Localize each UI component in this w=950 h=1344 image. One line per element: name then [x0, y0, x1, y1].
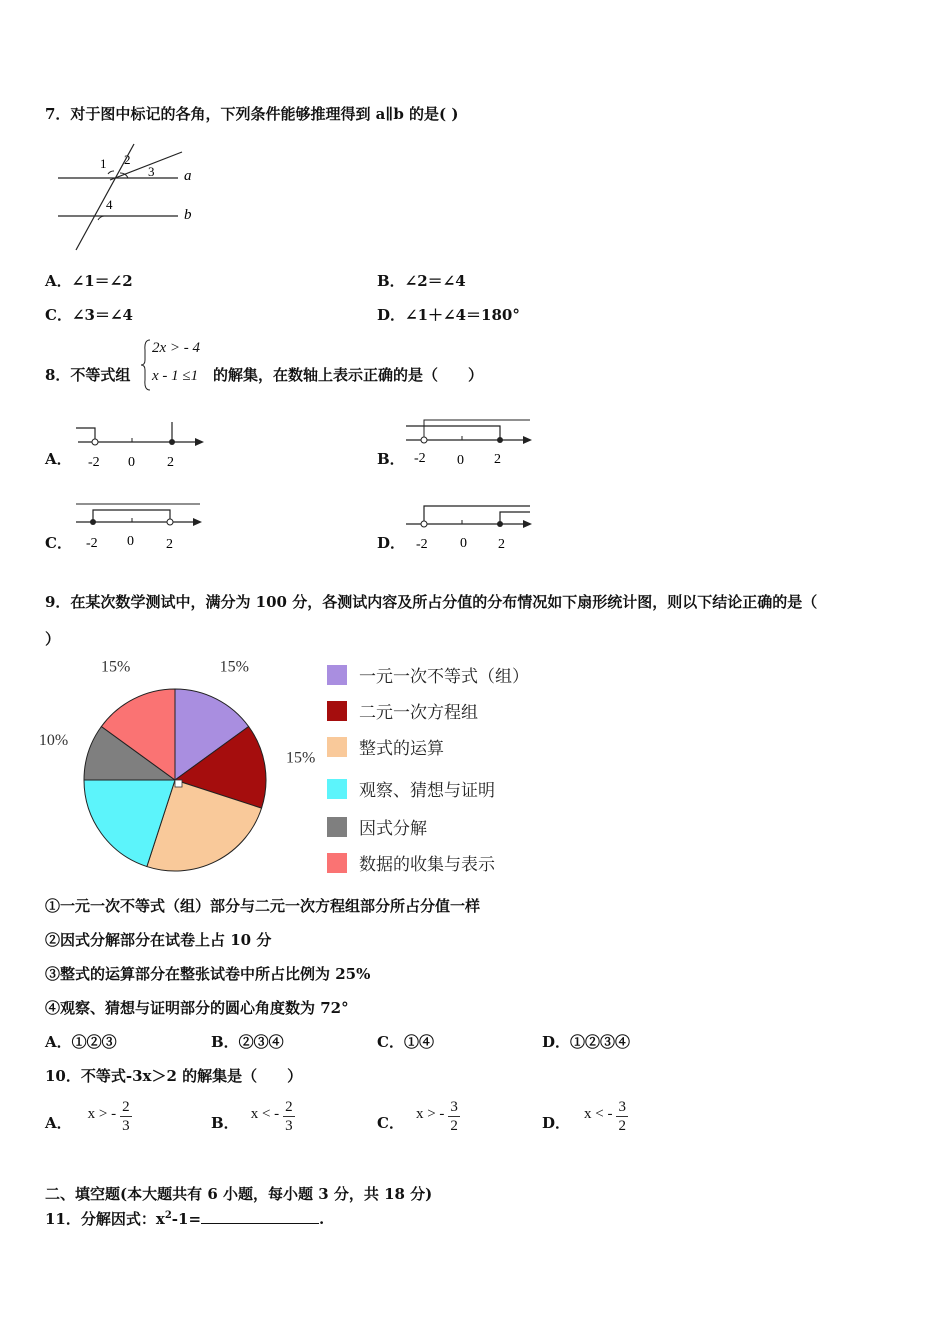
q8-number-line-d [400, 500, 540, 554]
pie-label-1: 15% [219, 658, 249, 676]
q8-ineq1: 2x > - 4 [152, 340, 201, 356]
legend-label: 数据的收集与表示 [359, 855, 495, 875]
q9-statement-4: ④观察、猜想与证明部分的圆心角度数为 72° [45, 999, 349, 1017]
q8-number-line-c [70, 498, 210, 554]
q9-stem-line1: 9．在某次数学测试中，满分为 100 分，各测试内容及所占分值的分布情况如下扇形统计图，则以下结论正确的是（ [45, 593, 818, 611]
svg-text:0: 0 [457, 453, 464, 468]
q8-option-d-label: D． [377, 534, 406, 552]
q8-brace [140, 338, 152, 392]
q9-statement-2: ②因式分解部分在试卷上占 10 分 [45, 931, 272, 949]
q11: 11．分解因式：$x^2-1=$ . [45, 1210, 325, 1228]
svg-text:-2: -2 [414, 451, 426, 466]
pie-legend [327, 662, 587, 882]
q7-figure [50, 140, 210, 258]
legend-item-2 [327, 698, 478, 723]
q8-suffix: 的解集，在数轴上表示正确的是（ ） [213, 366, 484, 384]
line-a-label: a [184, 168, 192, 184]
q7-option-a: A．∠1＝∠2 [45, 272, 133, 290]
svg-text:0: 0 [460, 536, 467, 551]
pie-chart [38, 658, 320, 880]
svg-text:0: 0 [127, 534, 134, 549]
q10-option-d: D． x < - $\frac{3}{2}$ [542, 1099, 626, 1134]
legend-item-1 [327, 662, 529, 687]
q7-option-c: C．∠3＝∠4 [45, 306, 133, 324]
angle-label-4: 4 [106, 197, 113, 212]
q10-stem: 10．不等式-3x＞2 的解集是（ ） [45, 1067, 303, 1085]
q7-stem: 7．对于图中标记的各角，下列条件能够推理得到 a∥b 的是( ) [45, 105, 459, 123]
q9-option-d: D．①②③④ [542, 1033, 631, 1051]
angle-arc-4 [98, 216, 104, 220]
q9-option-c: C．①④ [377, 1033, 434, 1051]
q11-answer-blank[interactable] [201, 1209, 319, 1224]
svg-text:-2: -2 [416, 537, 428, 552]
legend-swatch [327, 817, 347, 837]
q9-statement-1: ①一元一次不等式（组）部分与二元一次方程组部分所占分值一样 [45, 897, 481, 915]
legend-swatch [327, 737, 347, 757]
q9-stem-line2: ） [45, 630, 61, 648]
q8-number-line-a [70, 418, 210, 472]
section-2-title: 二、填空题(本大题共有 6 小题，每小题 3 分，共 18 分) [45, 1185, 433, 1203]
q8-option-b-label: B． [377, 450, 405, 468]
q10-option-a: A． x > - $\frac{2}{3}$ [45, 1099, 130, 1134]
q10-option-b: B． x < - $\frac{2}{3}$ [211, 1099, 293, 1134]
legend-swatch [327, 701, 347, 721]
q10-option-c: C． x > - $\frac{3}{2}$ [377, 1099, 458, 1134]
svg-text:2: 2 [166, 537, 173, 552]
angle-arc-1 [108, 171, 114, 174]
pie-label-2: 15% [285, 749, 316, 767]
pie-label-6: 15% [101, 658, 131, 676]
pie-label-5: 10% [38, 732, 69, 750]
legend-label: 整式的运算 [359, 739, 444, 759]
q7-option-d: D．∠1＋∠4＝180° [377, 306, 520, 324]
svg-text:2: 2 [167, 455, 174, 470]
legend-label: 因式分解 [359, 819, 427, 839]
q8-ineq2: x - 1 ≤1 [152, 368, 199, 384]
svg-text:-2: -2 [86, 536, 98, 551]
q8-number-line-b [400, 412, 540, 468]
q8-option-c-label: C． [45, 534, 72, 552]
legend-swatch [327, 665, 347, 685]
legend-item-3 [327, 734, 444, 759]
svg-text:-2: -2 [88, 455, 100, 470]
legend-item-4 [327, 776, 495, 801]
svg-text:0: 0 [128, 455, 135, 470]
line-b-label: b [184, 207, 192, 223]
center-mark [175, 780, 182, 787]
legend-label: 一元一次不等式（组） [359, 667, 529, 687]
angle-label-3: 3 [148, 164, 155, 179]
angle-label-2: 2 [124, 152, 131, 167]
legend-swatch [327, 853, 347, 873]
q8-prefix: 8．不等式组 [45, 366, 131, 384]
q7-option-b: B．∠2＝∠4 [377, 272, 466, 290]
q9-option-b: B．②③④ [211, 1033, 284, 1051]
legend-label: 观察、猜想与证明 [359, 781, 495, 801]
angle-label-1: 1 [100, 156, 107, 171]
svg-text:2: 2 [494, 452, 501, 467]
q9-option-a: A．①②③ [45, 1033, 117, 1051]
second-line [110, 152, 182, 180]
svg-text:2: 2 [498, 537, 505, 552]
legend-label: 二元一次方程组 [359, 703, 478, 723]
q8-option-a-label: A． [45, 450, 72, 468]
legend-item-5 [327, 814, 427, 839]
legend-swatch [327, 779, 347, 799]
q9-statement-3: ③整式的运算部分在整张试卷中所占比例为 25% [45, 965, 371, 983]
legend-item-6 [327, 850, 495, 875]
